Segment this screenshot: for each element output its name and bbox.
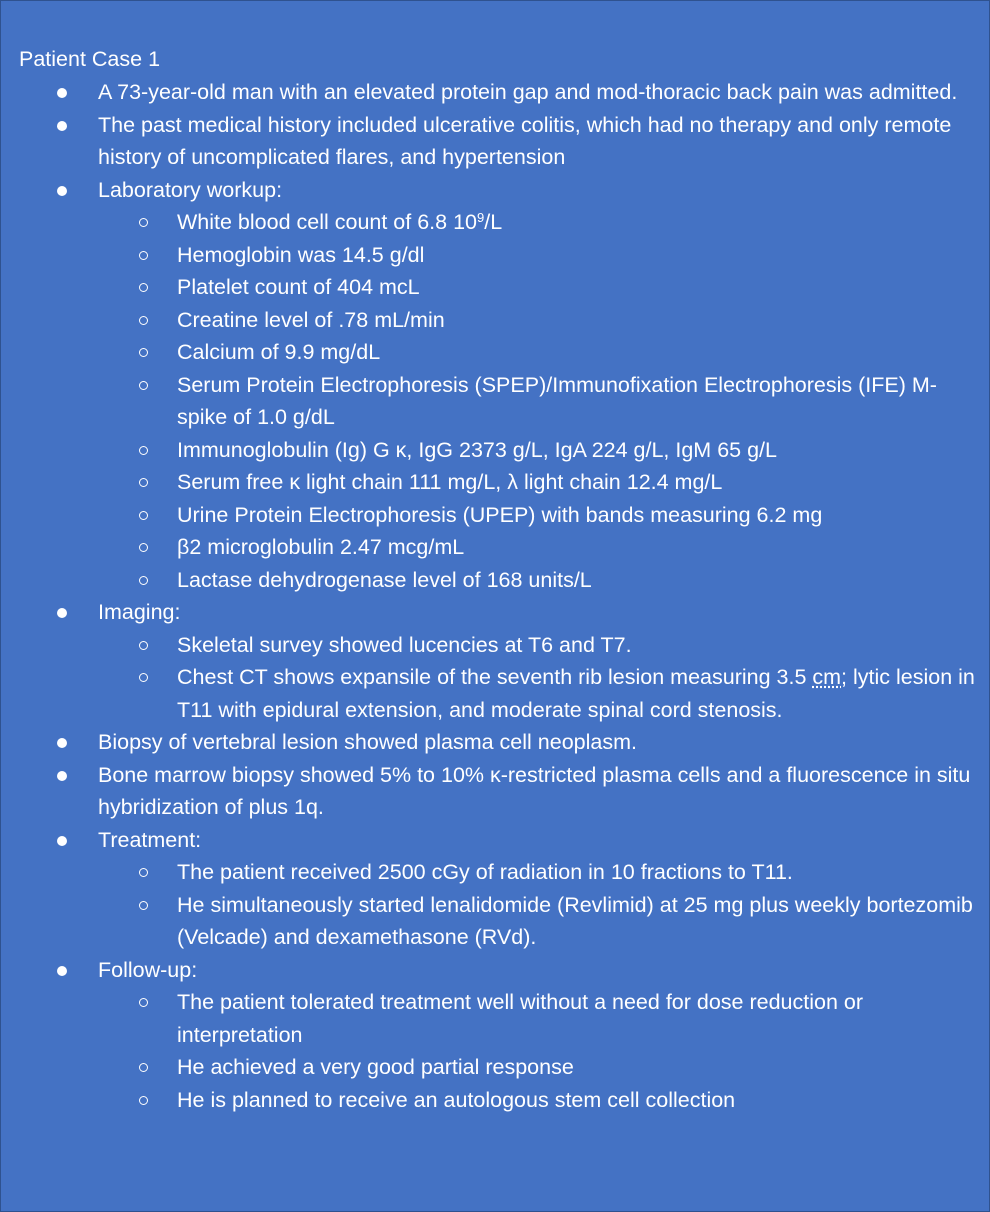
lab-item-text: Calcium of 9.9 mg/dL xyxy=(177,340,381,364)
imaging-item xyxy=(19,661,979,726)
lab-item-text: Serum free κ light chain 111 mg/L, λ light chain 12.4 mg/L xyxy=(177,470,723,494)
treatment-item xyxy=(19,889,979,954)
circle-bullet-icon xyxy=(139,478,148,487)
circle-bullet-icon xyxy=(139,543,148,552)
bullet-dot-icon xyxy=(57,771,67,781)
circle-bullet-icon xyxy=(139,673,148,682)
bullet-imaging-heading xyxy=(19,596,979,629)
circle-bullet-icon xyxy=(139,446,148,455)
lab-item xyxy=(19,304,979,337)
lab-item-wbc xyxy=(19,206,979,239)
lab-item-text: Creatine level of .78 mL/min xyxy=(177,307,445,332)
circle-bullet-icon xyxy=(139,511,148,520)
lab-item xyxy=(19,239,979,272)
treatment-item-text: He simultaneously started lenalidomide (Revlimid) at 25 mg plus weekly bortezomib (Velcade) and dexamethasone (RVd). xyxy=(177,892,973,949)
imaging-item xyxy=(19,629,979,662)
lab-item-text: Lactase dehydrogenase level of 168 units/L xyxy=(177,567,592,592)
lab-item-text: Immunoglobulin (Ig) G κ, IgG 2373 g/L, IgA 224 g/L, IgM 65 g/L xyxy=(177,437,777,462)
wbc-exponent: 9 xyxy=(477,210,485,225)
bullet-history xyxy=(19,109,979,174)
bullet-dot-icon xyxy=(57,186,67,196)
bullet-biopsy xyxy=(19,726,979,759)
bullet-text: The past medical history included ulcerative colitis, which had no therapy and only remote history of uncomplicated flares, and hypertension xyxy=(98,112,952,169)
bullet-followup-heading xyxy=(19,954,979,987)
followup-item-text: The patient tolerated treatment well without a need for dose reduction or interpretation xyxy=(177,990,864,1047)
bullet-text: Biopsy of vertebral lesion showed plasma cell neoplasm. xyxy=(98,730,637,754)
bullet-text: Treatment: xyxy=(98,827,202,852)
lab-item xyxy=(19,466,979,499)
circle-bullet-icon xyxy=(139,348,148,357)
bullet-presentation xyxy=(19,76,979,109)
bullet-lab-heading xyxy=(19,174,979,207)
circle-bullet-icon xyxy=(139,316,148,325)
bullet-text: Follow-up: xyxy=(98,957,198,982)
bullet-dot-icon xyxy=(57,836,67,846)
circle-bullet-icon xyxy=(139,868,148,877)
bullet-text: A 73-year-old man with an elevated protein gap and mod-thoracic back pain was admitted. xyxy=(98,80,958,104)
followup-item xyxy=(19,1084,979,1117)
bullet-dot-icon xyxy=(57,88,67,98)
followup-item-text: He is planned to receive an autologous stem cell collection xyxy=(177,1087,736,1112)
circle-bullet-icon xyxy=(139,901,148,910)
imaging-underlined-unit: cm; xyxy=(812,665,848,689)
wbc-prefix: White blood cell count of 6.8 10 xyxy=(177,210,477,234)
treatment-item-text: The patient received 2500 cGy of radiation in 10 fractions to T11. xyxy=(177,860,793,884)
lab-item-text xyxy=(177,206,979,239)
lab-item xyxy=(19,499,979,532)
followup-item xyxy=(19,1051,979,1084)
case-title: Patient Case 1 xyxy=(19,47,161,71)
bullet-text: Bone marrow biopsy showed 5% to 10% κ-restricted plasma cells and a fluorescence in situ hybridization of plus 1q. xyxy=(98,762,971,819)
lab-item xyxy=(19,369,979,434)
lab-item-text: Serum Protein Electrophoresis (SPEP)/Immunofixation Electrophoresis (IFE) M-spike of 1.0 g/dL xyxy=(177,372,937,429)
bullet-text: Imaging: xyxy=(98,600,181,624)
imaging-item-text: Skeletal survey showed lucencies at T6 and T7. xyxy=(177,632,632,657)
circle-bullet-icon xyxy=(139,998,148,1007)
circle-bullet-icon xyxy=(139,641,148,650)
wbc-suffix: /L xyxy=(484,210,503,234)
circle-bullet-icon xyxy=(139,283,148,292)
circle-bullet-icon xyxy=(139,381,148,390)
bullet-dot-icon xyxy=(57,738,67,748)
case-content xyxy=(19,43,979,1116)
lab-item xyxy=(19,271,979,304)
bullet-marrow xyxy=(19,759,979,824)
lab-item-text: β2 microglobulin 2.47 mcg/mL xyxy=(177,535,465,559)
lab-item xyxy=(19,531,979,564)
bullet-text: Laboratory workup: xyxy=(98,177,283,202)
bullet-dot-icon xyxy=(57,608,67,618)
imaging-text-suffix: lytic lesion in T11 with epidural extension, and moderate spinal cord stenosis. xyxy=(177,665,975,722)
lab-item-text: Hemoglobin was 14.5 g/dl xyxy=(177,242,425,267)
bullet-treatment-heading xyxy=(19,824,979,857)
bullet-dot-icon xyxy=(57,966,67,976)
circle-bullet-icon xyxy=(139,576,148,585)
imaging-text-prefix: Chest CT shows expansile of the seventh rib lesion measuring 3.5 xyxy=(177,665,813,689)
treatment-item xyxy=(19,856,979,889)
lab-item xyxy=(19,434,979,467)
circle-bullet-icon xyxy=(139,251,148,260)
circle-bullet-icon xyxy=(139,1063,148,1072)
lab-item-text: Platelet count of 404 mcL xyxy=(177,275,420,299)
lab-item xyxy=(19,336,979,369)
lab-item-text: Urine Protein Electrophoresis (UPEP) with bands measuring 6.2 mg xyxy=(177,502,823,527)
circle-bullet-icon xyxy=(139,1096,148,1105)
circle-bullet-icon xyxy=(139,218,148,227)
imaging-item-text xyxy=(177,661,979,726)
followup-item xyxy=(19,986,979,1051)
followup-item-text: He achieved a very good partial response xyxy=(177,1055,574,1079)
bullet-dot-icon xyxy=(57,121,67,131)
lab-item xyxy=(19,564,979,597)
